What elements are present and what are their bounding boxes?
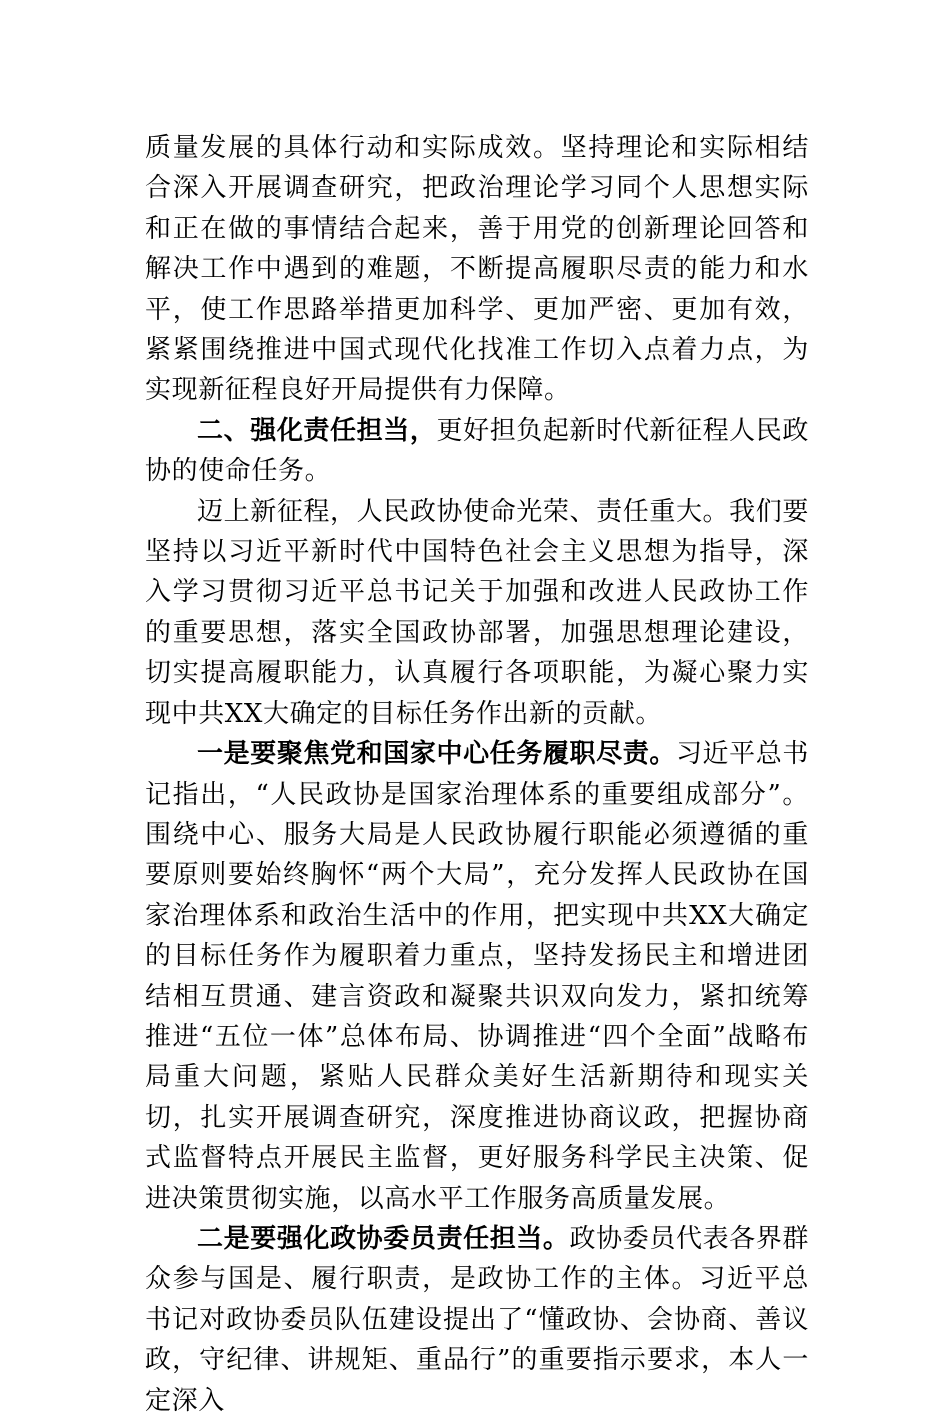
point-one-heading: 一是要聚焦党和国家中心任务履职尽责。 — [197, 739, 676, 770]
paragraph-continuation — [145, 128, 809, 411]
section-heading-text: 更好担负起新时代新征程人民政协的使命任务。 — [145, 415, 809, 487]
paragraph-text: 质量发展的具体行动和实际成效。坚持理论和实际相结合深入开展调查研究，把政治理论学习同个人思想实际和正在做的事情结合起来，善于用党的创新理论回答和解决工作中遇到的难题，不断提高履职尽责的能力和水平，使工作思路举措更加科学、更加严密、更加有效，紧紧围绕推进中国式现代化找准工作切入点着力点，为实现新征程良好开局提供有力保障。 — [145, 133, 809, 406]
paragraph-intro — [145, 492, 809, 734]
document-body — [145, 128, 809, 1421]
paragraph-point-one — [145, 734, 809, 1219]
paragraph-point-two — [145, 1219, 809, 1421]
paragraph-text: 习近平总书记指出，“人民政协是国家治理体系的重要组成部分”。围绕中心、服务大局是人民政协履行职能必须遵循的重要原则要始终胸怀“两个大局”，充分发挥人民政协在国家治理体系和政治生活中的作用，把实现中共XX大确定的目标任务作为履职着力重点，坚持发扬民主和增进团结相互贯通、建言资政和凝聚共识双向发力，紧扣统筹推进“五位一体”总体布局、协调推进“四个全面”战略布局重大问题，紧贴人民群众美好生活新期待和现实关切，扎实开展调查研究，深度推进协商议政，把握协商式监督特点开展民主监督，更好服务科学民主决策、促进决策贯彻实施，以高水平工作服务高质量发展。 — [145, 739, 809, 1214]
point-two-heading: 二是要强化政协委员责任担当。 — [197, 1223, 570, 1254]
section-heading — [145, 411, 809, 492]
paragraph-text: 迈上新征程，人民政协使命光荣、责任重大。我们要坚持以习近平新时代中国特色社会主义思想为指导，深入学习贯彻习近平总书记关于加强和改进人民政协工作的重要思想，落实全国政协部署，加强思想理论建设，切实提高履职能力，认真履行各项职能，为凝心聚力实现中共XX大确定的目标任务作出新的贡献。 — [145, 496, 809, 729]
paragraph-text: 政协委员代表各界群众参与国是、履行职责，是政协工作的主体。习近平总书记对政协委员队伍建设提出了“懂政协、会协商、善议政，守纪律、讲规矩、重品行”的重要指示要求，本人一定深入 — [145, 1223, 809, 1416]
section-heading-lead: 二、强化责任担当， — [197, 415, 437, 446]
